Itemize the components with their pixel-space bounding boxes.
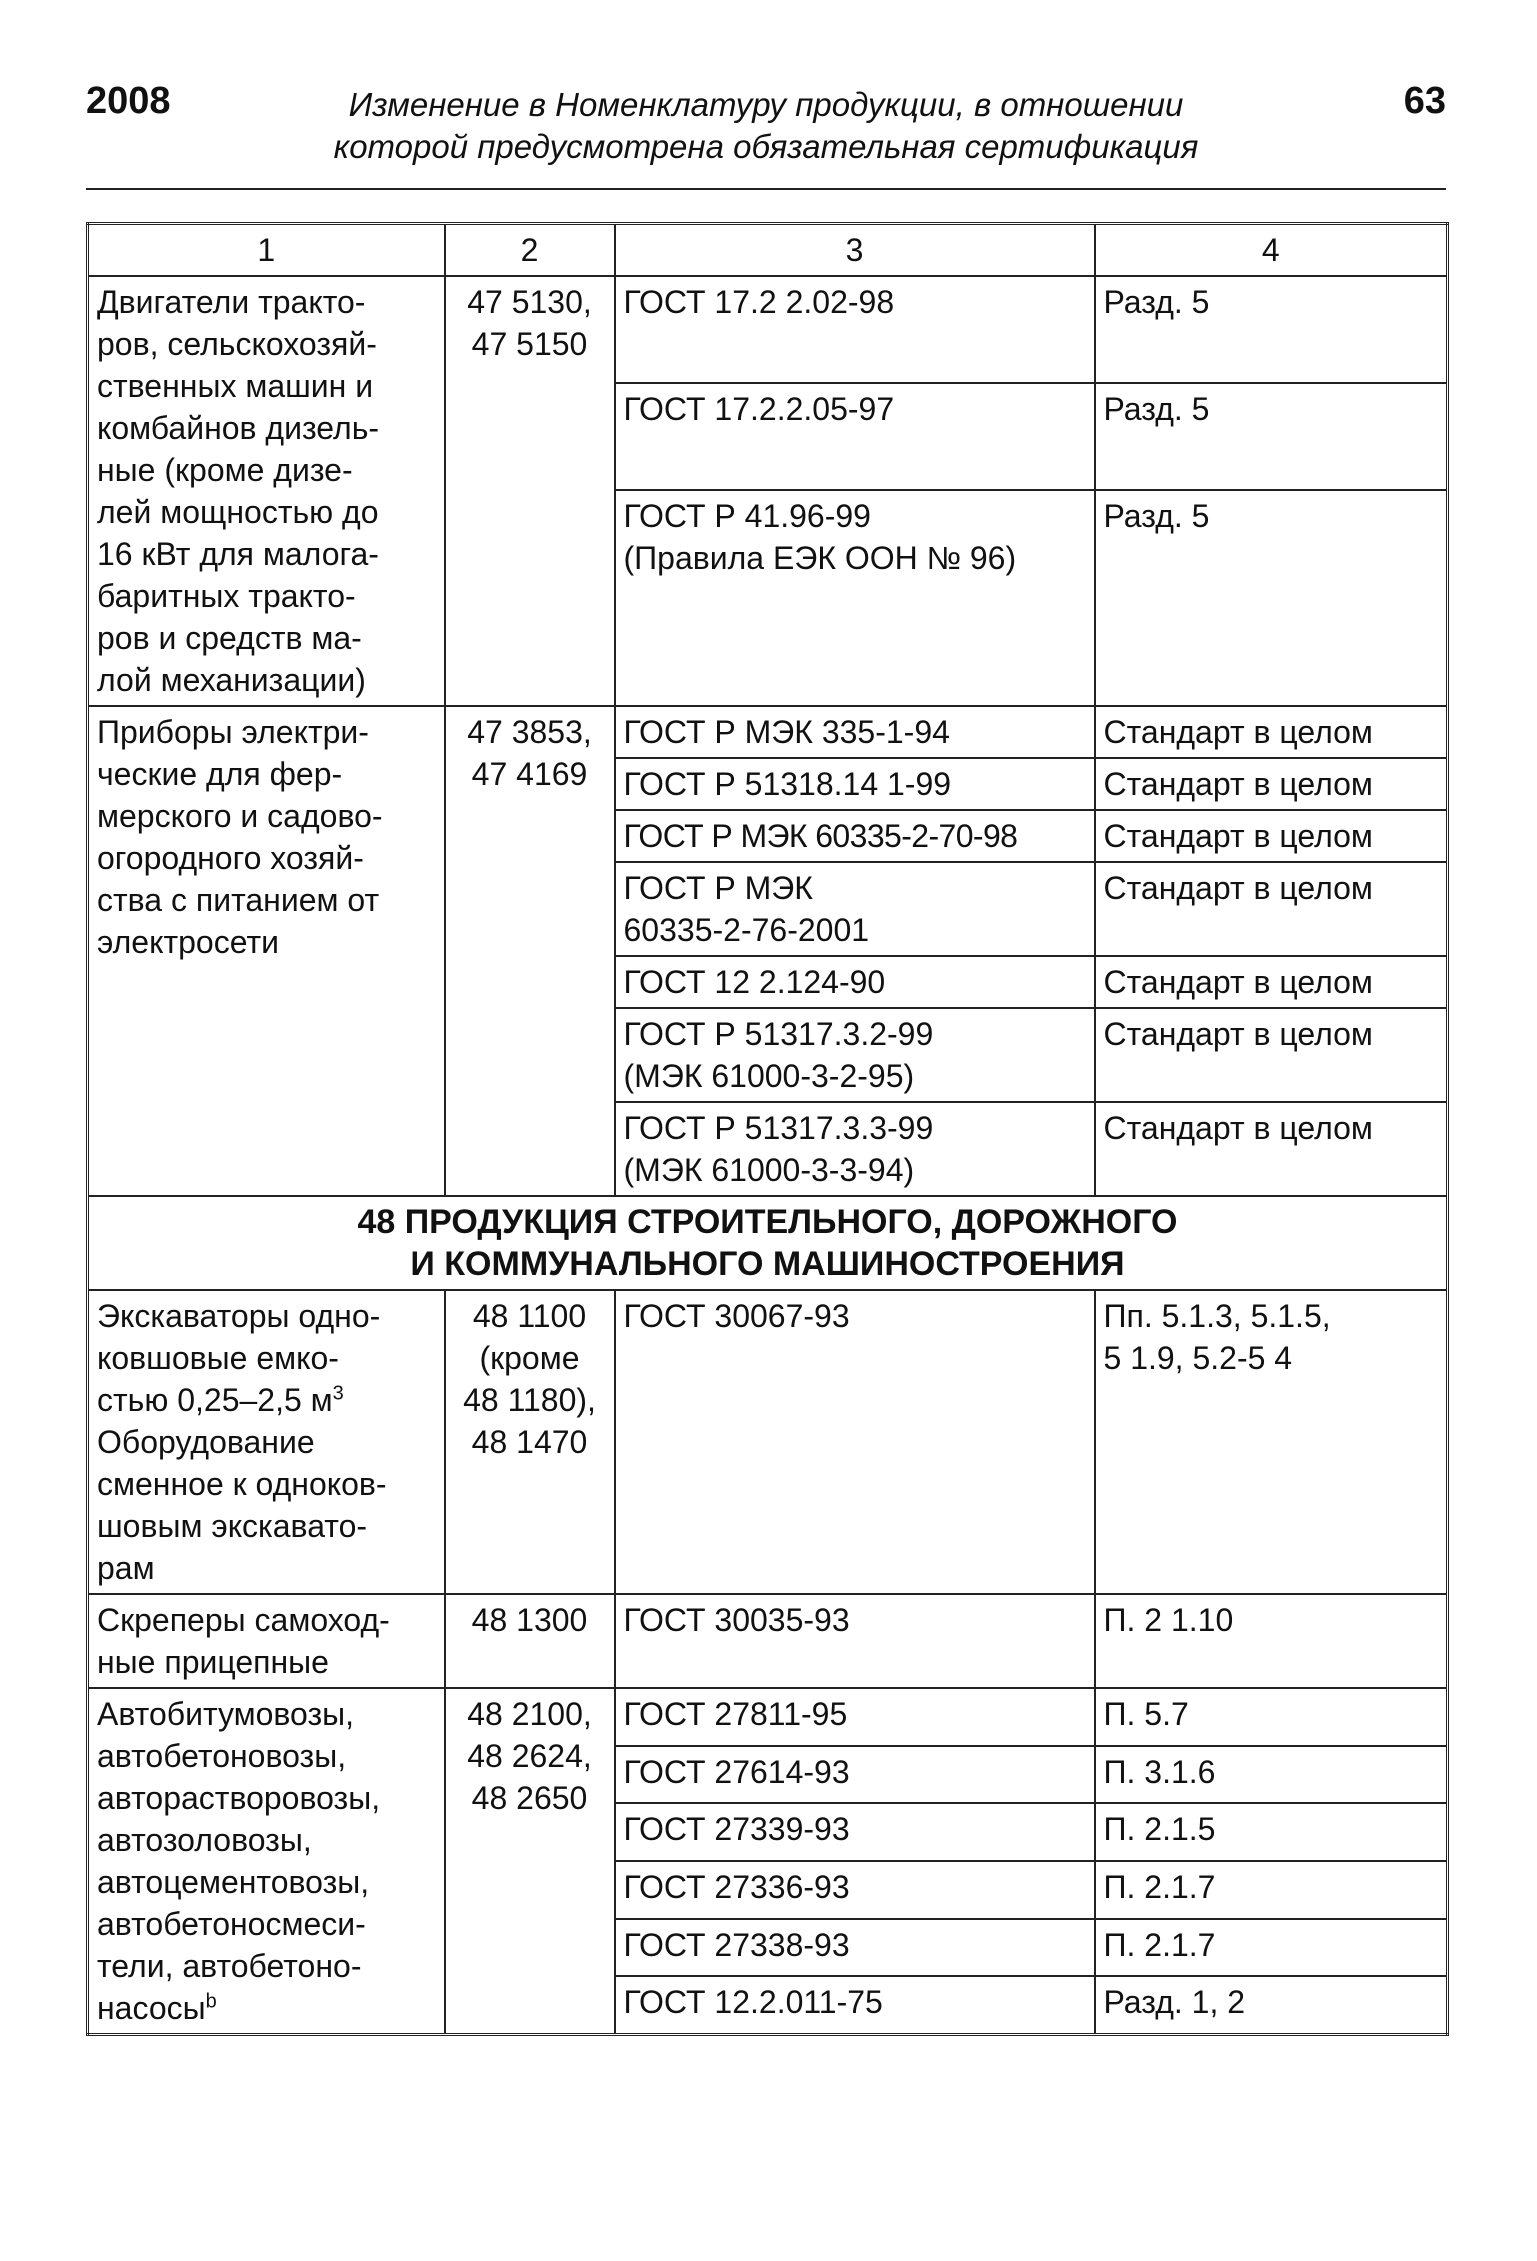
product-name-line: ственных машин и [97,368,374,404]
product-name-line: 16 кВт для малога- [97,536,379,572]
product-name-line [97,1379,436,1421]
standard-cell [615,1102,1095,1196]
product-name-text: насосы [97,1990,206,2026]
requirement-cell: Разд. 5 [1095,490,1448,706]
product-name-line: авторастворовозы, [97,1780,381,1816]
standard-line: ГОСТ Р 51318.14 1-99 [623,766,952,802]
superscript: 3 [332,1382,344,1405]
header-year: 2008 [86,80,171,122]
requirement-cell: П. 3.1.6 [1095,1746,1448,1804]
standard-cell [615,383,1095,490]
standard-line: (Правила ЕЭК ООН № 96) [623,540,1017,576]
product-code-cell [445,1594,615,1688]
product-name-cell [88,1688,445,2035]
product-name-line: комбайнов дизель- [97,410,380,446]
standard-cell: ГОСТ 30035-93 [615,1594,1095,1688]
product-name-line: ческие для фер- [97,756,343,792]
product-name-line: баритных тракто- [97,578,356,614]
standard-cell: ГОСТ 27811-95 [615,1688,1095,1746]
product-code: 47 5130, [467,284,592,320]
requirement-cell: Стандарт в целом [1095,706,1448,758]
standard-cell [615,276,1095,383]
standard-cell: ГОСТ 27338-93 [615,1919,1095,1977]
product-code: 48 2650 [471,1780,588,1816]
standard-line: ГОСТ Р МЭК 335-1-94 [623,714,950,750]
product-code-cell [445,1290,615,1594]
product-code-cell [445,706,615,1196]
product-name-line: Автобитумовозы, [97,1696,355,1732]
product-name-line: Приборы электри- [97,714,369,750]
standard-cell: ГОСТ 27339-93 [615,1803,1095,1861]
standard-cell: ГОСТ 30067-93 [615,1290,1095,1594]
product-name-line: автозоловозы, [97,1822,312,1858]
requirement-cell [1095,1290,1448,1594]
product-name-line: автобетоновозы, [97,1738,347,1774]
product-name-line: огородного хозяй- [97,840,364,876]
product-name-line [97,1987,436,2029]
page-header [86,80,1446,190]
product-code: 48 1470 [471,1424,588,1460]
product-code: 47 5150 [471,326,588,362]
product-name-line: электросети [97,924,279,960]
section-heading-row [88,1196,1448,1290]
product-name-line: ковшовые емко- [97,1340,339,1376]
column-number-row [88,224,1448,277]
product-name-line: рам [97,1550,155,1586]
requirement-cell: Стандарт в целом [1095,758,1448,810]
requirement-cell: П. 2.1.7 [1095,1861,1448,1919]
column-number: 4 [1095,224,1448,277]
table-row [88,1688,1448,1746]
standard-line: (МЭК 61000-3-2-95) [623,1058,915,1094]
product-code: 48 2624, [467,1738,592,1774]
column-number: 1 [88,224,445,277]
section-heading [88,1196,1448,1290]
product-name-line: лой механизации) [97,662,366,698]
product-name-line: ров и средств ма- [97,620,362,656]
requirement-cell: П. 2 1.10 [1095,1594,1448,1688]
standard-cell: ГОСТ 12.2.011-75 [615,1976,1095,2034]
product-name-line: ные прицепные [97,1644,329,1680]
standard-line: ГОСТ Р 51317.3.3-99 [623,1110,934,1146]
column-number: 3 [615,224,1095,277]
table-row [88,276,1448,383]
header-title-line: которой предусмотрена обязательная сертификация [333,128,1199,165]
product-name-cell [88,1290,445,1594]
product-code-cell [445,276,615,706]
section-heading-line: И КОММУНАЛЬНОГО МАШИНОСТРОЕНИЯ [410,1245,1125,1283]
standard-line: ГОСТ 17.2.2.05-97 [623,391,895,427]
product-name-line: мерского и садово- [97,798,383,834]
requirement-cell: Стандарт в целом [1095,956,1448,1008]
table-row [88,1290,1448,1594]
standard-cell: ГОСТ 27336-93 [615,1861,1095,1919]
standard-cell [615,862,1095,956]
product-name-cell [88,1594,445,1688]
requirement-cell: Разд. 5 [1095,383,1448,490]
standard-cell: ГОСТ 27614-93 [615,1746,1095,1804]
product-code: 48 1180), [463,1382,596,1418]
standard-cell [615,956,1095,1008]
column-number: 2 [445,224,615,277]
requirement-cell: Стандарт в целом [1095,1008,1448,1102]
product-name-line: ные (кроме дизе- [97,452,353,488]
product-code: 48 1100 [472,1298,587,1334]
requirement-cell: П. 5.7 [1095,1688,1448,1746]
product-code: 48 2100, [467,1696,592,1732]
product-name-line: лей мощностью до [97,494,379,530]
product-code: 47 4169 [471,756,588,792]
standard-line: ГОСТ Р МЭК [623,870,813,906]
product-name-line: Скреперы самоход- [97,1602,390,1638]
table-row [88,1594,1448,1688]
requirement-cell: Стандарт в целом [1095,1102,1448,1196]
product-code-cell [445,1688,615,2035]
requirement-line: Пп. 5.1.3, 5.1.5, [1103,1298,1331,1334]
standard-cell [615,490,1095,706]
header-title-line: Изменение в Номенклатуру продукции, в отношении [348,86,1184,123]
standard-line: (МЭК 61000-3-3-94) [623,1152,915,1188]
standard-cell [615,1008,1095,1102]
product-name-line: автобетоносмеси- [97,1906,366,1942]
table-row [88,706,1448,758]
section-heading-line: 48 ПРОДУКЦИЯ СТРОИТЕЛЬНОГО, ДОРОЖНОГО [357,1203,1178,1241]
requirement-cell: Разд. 1, 2 [1095,1976,1448,2034]
requirement-line: 5 1.9, 5.2-5 4 [1103,1340,1293,1376]
certification-table [86,222,1449,2036]
product-code: 47 3853, [467,714,592,750]
product-name-line: тели, автобетоно- [97,1948,362,1984]
product-name-line: Двигатели тракто- [97,284,366,320]
standard-line: ГОСТ Р 41.96-99 [623,498,871,534]
standard-line: 60335-2-76-2001 [623,912,870,948]
product-name-line: шовым экскавато- [97,1508,368,1544]
requirement-cell: Разд. 5 [1095,276,1448,383]
header-title [266,84,1266,168]
product-name-text: стью 0,25–2,5 м [97,1382,333,1418]
requirement-cell: П. 2.1.7 [1095,1919,1448,1977]
requirement-cell: Стандарт в целом [1095,810,1448,862]
standard-line: ГОСТ Р МЭК 60335-2-70-98 [623,818,1018,854]
superscript: b [205,1990,217,2013]
standard-cell [615,706,1095,758]
product-name-cell [88,276,445,706]
requirement-cell: Стандарт в целом [1095,862,1448,956]
product-name-line: сменное к одноков- [97,1466,387,1502]
product-name-line: Оборудование [97,1424,315,1460]
product-code: (кроме [479,1340,580,1376]
product-name-cell [88,706,445,1196]
product-name-line: ров, сельскохозяй- [97,326,377,362]
product-name-line: Экскаваторы одно- [97,1298,381,1334]
header-rule [86,188,1446,190]
standard-line: ГОСТ Р 51317.3.2-99 [623,1016,934,1052]
standard-line: ГОСТ 12 2.124-90 [623,964,886,1000]
standard-line: ГОСТ 17.2 2.02-98 [623,284,895,320]
standard-cell [615,758,1095,810]
page-number: 63 [1403,80,1446,122]
product-name-line: автоцементовозы, [97,1864,370,1900]
requirement-cell: П. 2.1.5 [1095,1803,1448,1861]
product-code: 48 1300 [471,1602,588,1638]
product-name-line: ства с питанием от [97,882,380,918]
standard-cell [615,810,1095,862]
